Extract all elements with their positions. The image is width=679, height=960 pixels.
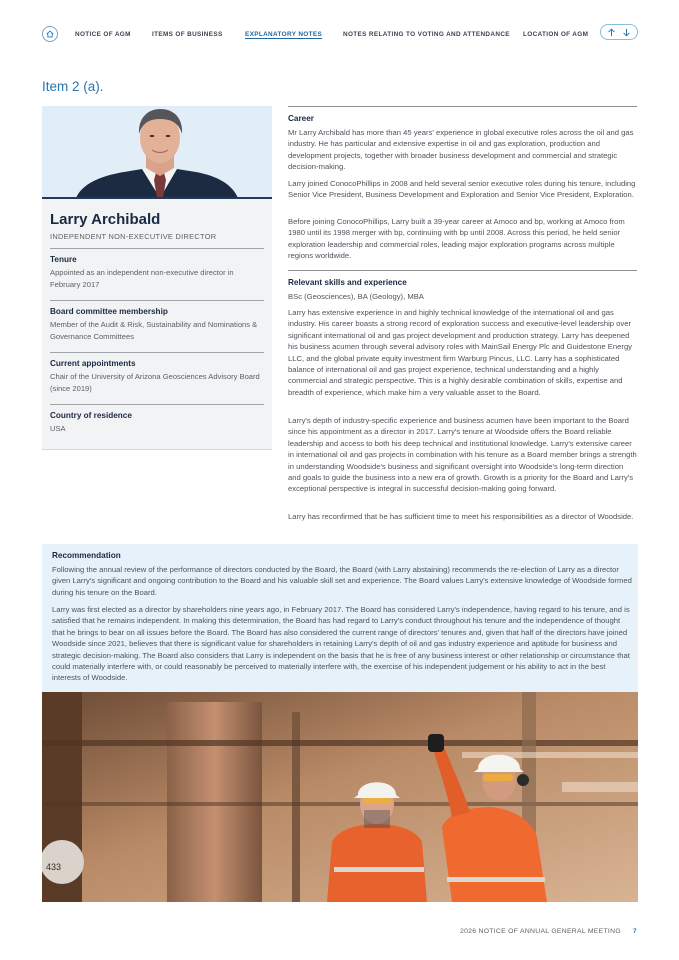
recommendation-paragraph: Larry was first elected as a director by shareholders nine years ago, in February 2017. The Board has considered Larry's independence, having regard to his tenure, and is satisfied that he remains independent. In making this determination, the Board has had regard to Larry's conduct throughout his tenure and the independence of thought that he brings to bear on all issues before the Board. The Board has also considered the current range of directors' tenures and, given that half of the directors have joined Woodside since 2021, believes that there is significant value for shareholders in retaining Larry's depth of oil and gas industry experience and aptitude for business and strategic decision-making. The Board also considers that Larry is independent on the basis that he is free of any business interest or other relationship or circumstance that could materially interfere with, or could reasonably be perceived to materially interfere with, the exercise of his independent judgement or his ability to act in the best interests of Woodside. (52, 605, 630, 683)
nav-link-explanatory-notes[interactable]: EXPLANATORY NOTES (245, 31, 323, 38)
section-text: Chair of the University of Arizona Geosciences Advisory Board (since 2019) (50, 372, 260, 393)
divider (50, 352, 264, 353)
director-photo (42, 106, 272, 198)
photo-marking: 433 (46, 862, 62, 872)
director-name: Larry Archibald (50, 211, 161, 228)
section-text: Member of the Audit & Risk, Sustainability and Nominations & Governance Committees (50, 320, 258, 341)
recommendation-paragraph: Following the annual review of the performance of directors conducted by the Board, the Board (with Larry abstaining) recommends the re-election of Larry as a director given Larry's significant and ongoing contribution to the Board and his valuable skill set and experience. The Board values Larry's extensive knowledge of Woodside formed during his tenure on the Board. (52, 565, 632, 597)
footer-title: 2026 NOTICE OF ANNUAL GENERAL MEETING (459, 928, 621, 935)
divider (288, 106, 637, 107)
divider (50, 300, 264, 301)
profile-section-tenure (50, 255, 264, 290)
profile-section-residence (50, 411, 264, 435)
profile-section-committees (50, 307, 264, 342)
plant-workers-illustration (42, 692, 638, 902)
page-number: 7 (632, 928, 637, 935)
section-heading: Board committee membership (50, 307, 168, 316)
section-text: Appointed as an independent non-executive director in February 2017 (50, 268, 234, 289)
section-heading: Current appointments (50, 359, 136, 368)
career-paragraph: Larry joined ConocoPhillips in 2008 and held several senior executive roles during his tenure, including Senior Vice President, Business Development and Exploration and Senior Vice President, Exploration. (288, 179, 636, 200)
divider (288, 270, 637, 271)
skills-paragraph: Larry has reconfirmed that he has sufficient time to meet his responsibilities as a director of Woodside. (288, 512, 634, 521)
home-button[interactable] (42, 26, 58, 42)
divider (50, 404, 264, 405)
home-icon (46, 30, 54, 38)
career-paragraph: Before joining ConocoPhillips, Larry built a 39-year career at Amoco and bp, working at Amoco from 1980 until its 1998 merger with bp, continuing with bp until 2008. Across this period, he held senior exploration leadership and commercial roles, leading major exploration programs across multiple regions worldwide. (288, 217, 625, 261)
page-arrows (600, 24, 638, 40)
nav-link-items-of-business[interactable]: ITEMS OF BUSINESS (152, 31, 223, 38)
director-role: INDEPENDENT NON-EXECUTIVE DIRECTOR (50, 232, 217, 241)
skills-paragraph: Larry's depth of industry-specific experience and business acumen have been important to the Board since his appointment as a director in 2017. Larry's tenure at Woodside offers the Board reliable leadership and access to both his deep technical and institutional knowledge. Larry's extensive career in international oil and gas projects in combination with his tenure as a Board member brings a strength in understanding Woodside's business and significant oversight into Woodside's long-term direction and goals to guide the business into a new era of growth. Growth is a priority for the Board and Larry's exceptional perspective is integral in successful decision-making going forward. (288, 416, 637, 494)
item-label: Item 2 (a). (42, 79, 104, 94)
nav-link-notice-of-agm[interactable]: NOTICE OF AGM (75, 31, 131, 38)
arrow-down-icon[interactable] (622, 28, 631, 37)
director-portrait-illustration (42, 106, 272, 198)
skills-paragraph: Larry has extensive experience in and highly technical knowledge of the international oil and gas industry. His career boasts a strong record of exploration success and executive-level leadership over significant international oil and gas project development and production strategy. Larry has deepened his business acumen through several advisory roles with MainSail Energy Plc and Guidestone Energy LLC, and the global private equity investment firm Warburg Pincus, LLC. Larry has a sophisticated balance of international oil and gas project experience, technical understanding and a highly commercial and strategic perspective. This is a highly desirable combination of skills, expertise and breadth of experience, which make him a very valuable asset to the Board. (288, 308, 633, 397)
plant-photo (42, 692, 638, 902)
director-profile-card (42, 199, 272, 450)
arrow-up-icon[interactable] (607, 28, 616, 37)
recommendation-box (42, 544, 638, 692)
section-heading: Tenure (50, 255, 77, 264)
profile-section-appointments (50, 359, 264, 394)
skills-heading: Relevant skills and experience (288, 278, 407, 287)
recommendation-heading: Recommendation (52, 551, 121, 560)
footer (460, 928, 637, 935)
divider (50, 248, 264, 249)
career-heading: Career (288, 114, 314, 123)
top-navigation (42, 24, 638, 46)
qualifications: BSc (Geosciences), BA (Geology), MBA (288, 292, 424, 301)
nav-link-location-of-agm[interactable]: LOCATION OF AGM (523, 31, 589, 38)
section-heading: Country of residence (50, 411, 132, 420)
career-paragraph: Mr Larry Archibald has more than 45 years' experience in global executive roles across the oil and gas industry. He has particular and extensive expertise in oil and gas exploration, production and development projects, together with broader business development and commercial and strategic decision-making. (288, 128, 634, 172)
section-text: USA (50, 424, 66, 433)
nav-link-voting-notes[interactable]: NOTES RELATING TO VOTING AND ATTENDANCE (343, 31, 510, 38)
